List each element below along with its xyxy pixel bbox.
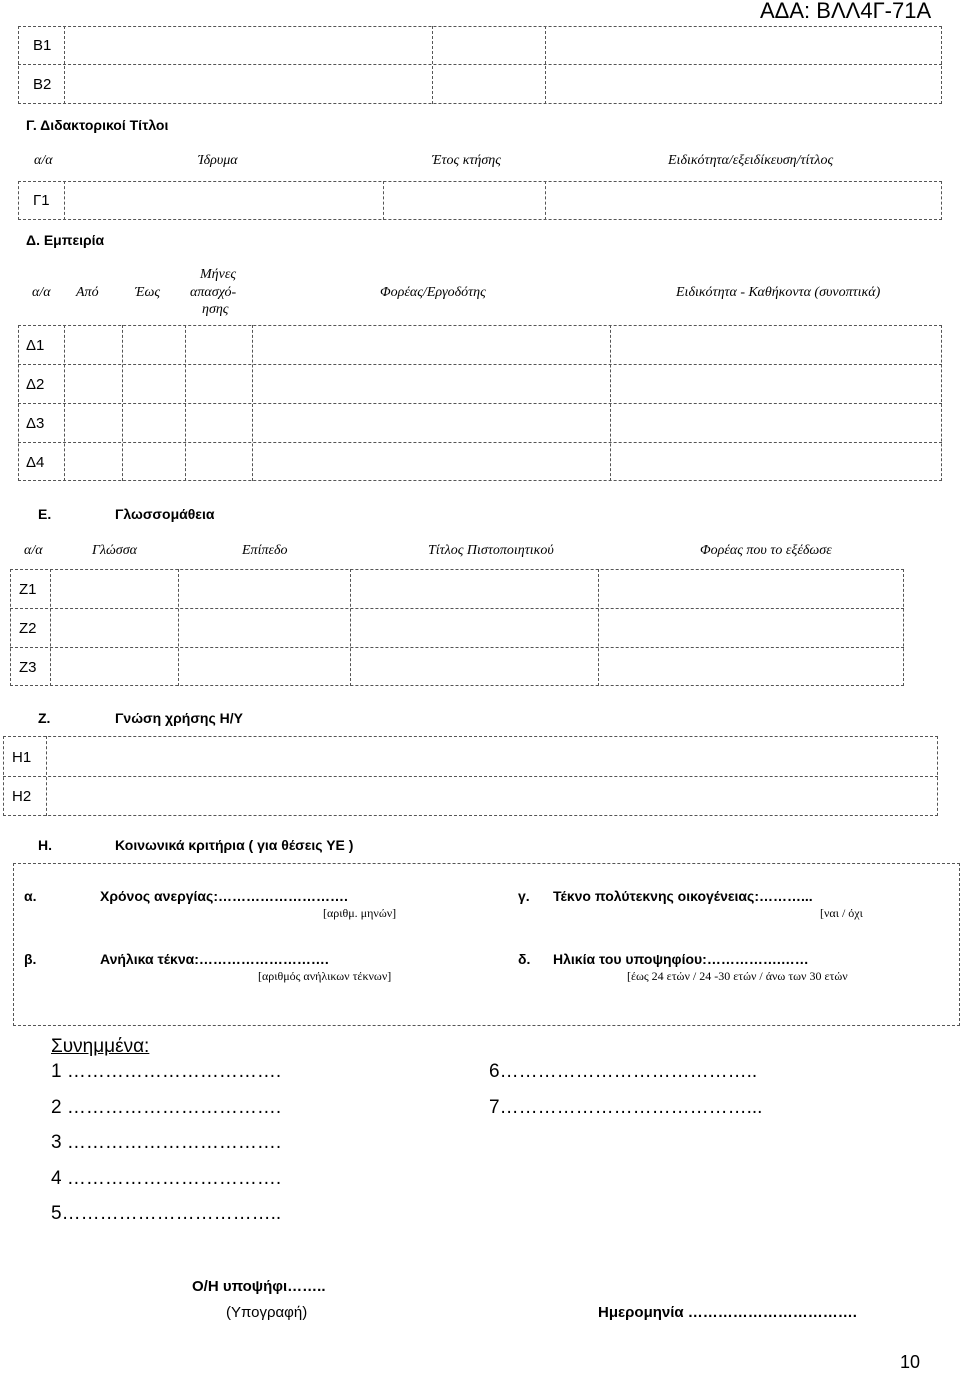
column-header: Γλώσσα	[92, 543, 137, 558]
criterion-letter: β.	[24, 951, 37, 967]
row-label: Δ1	[26, 337, 45, 354]
section-title: Γλωσσομάθεια	[115, 506, 215, 522]
column-header: Από	[76, 285, 99, 300]
column-header: απασχό-	[190, 285, 237, 300]
criterion-hint: [ναι / όχι	[820, 906, 863, 920]
column-header: Τίτλος Πιστοποιητικού	[428, 543, 554, 558]
section-letter: Η.	[38, 837, 52, 853]
table-g	[18, 181, 942, 220]
attachment-line: 2 …………………………….	[51, 1097, 282, 1118]
signature-hint: (Υπογραφή)	[226, 1304, 308, 1321]
row-label: Ζ3	[19, 659, 37, 676]
document-code: ΑΔΑ: ΒΛΛ4Γ-71Α	[760, 0, 932, 23]
table-e	[10, 569, 904, 686]
section-letter: Ε.	[38, 506, 52, 522]
column-header: Ίδρυμα	[198, 153, 238, 168]
column-header: Φορέας/Εργοδότης	[380, 285, 486, 300]
row-label: Ζ2	[19, 620, 37, 637]
criterion-hint: [αριθμ. μηνών]	[323, 906, 397, 920]
table-b	[18, 26, 942, 104]
column-header: α/α	[34, 153, 53, 168]
criterion-hint: [αριθμός ανήλικων τέκνων]	[258, 969, 392, 983]
column-header: Ειδικότητα - Καθήκοντα (συνοπτικά)	[676, 285, 881, 300]
criterion-label: Ανήλικα τέκνα:……………………….	[100, 951, 329, 967]
applicant-label: Ο/Η υποψήφι……..	[192, 1278, 326, 1295]
section-title: Γ. Διδακτορικοί Τίτλοι	[26, 117, 169, 133]
attachments-title: Συνημμένα:	[51, 1036, 150, 1057]
criterion-letter: δ.	[518, 951, 531, 967]
row-label: Δ2	[26, 376, 45, 393]
row-label: Δ3	[26, 415, 45, 432]
section-title: Δ. Εμπειρία	[26, 232, 105, 248]
column-header: Επίπεδο	[242, 543, 288, 558]
criterion-letter: γ.	[518, 888, 530, 904]
column-header: α/α	[32, 285, 51, 300]
attachment-line: 7…………………………………...	[489, 1097, 763, 1118]
column-header: Ειδικότητα/εξειδίκευση/τίτλος	[668, 153, 834, 168]
section-title: Γνώση χρήσης Η/Υ	[115, 710, 243, 726]
column-header: ησης	[202, 302, 229, 317]
section-letter: Ζ.	[38, 710, 51, 726]
section-title: Κοινωνικά κριτήρια ( για θέσεις ΥΕ )	[115, 837, 354, 853]
row-label: B2	[33, 76, 52, 93]
criterion-label: Τέκνο πολύτεκνης οικογένειας:………...	[553, 888, 813, 904]
row-label: Γ1	[33, 192, 50, 209]
attachment-line: 1 …………………………….	[51, 1061, 282, 1082]
attachment-line: 4 …………………………….	[51, 1168, 282, 1189]
page-number: 10	[900, 1352, 921, 1372]
criterion-label: Χρόνος ανεργίας:……………………….	[100, 888, 348, 904]
column-header: Μήνες	[200, 267, 237, 282]
row-label: Ζ1	[19, 581, 37, 598]
attachment-line: 3 …………………………….	[51, 1132, 282, 1153]
row-label: Δ4	[26, 454, 45, 471]
criterion-hint: [έως 24 ετών / 24 -30 ετών / άνω των 30 ετών	[627, 969, 848, 983]
attachment-line: 5……………………………..	[51, 1203, 282, 1224]
column-header: Φορέας που το εξέδωσε	[700, 543, 832, 558]
date-label: Ημερομηνία …………………………….	[598, 1304, 857, 1321]
row-label: Η2	[12, 788, 32, 805]
row-label: B1	[33, 37, 52, 54]
column-header: α/α	[24, 543, 43, 558]
criterion-letter: α.	[24, 888, 37, 904]
column-header: Έτος κτήσης	[432, 153, 501, 168]
column-header: Έως	[135, 285, 161, 300]
attachment-line: 6…………………………………..	[489, 1061, 758, 1082]
criterion-label: Ηλικία του υποψηφίου:…………….……	[553, 951, 809, 967]
row-label: Η1	[12, 749, 32, 766]
